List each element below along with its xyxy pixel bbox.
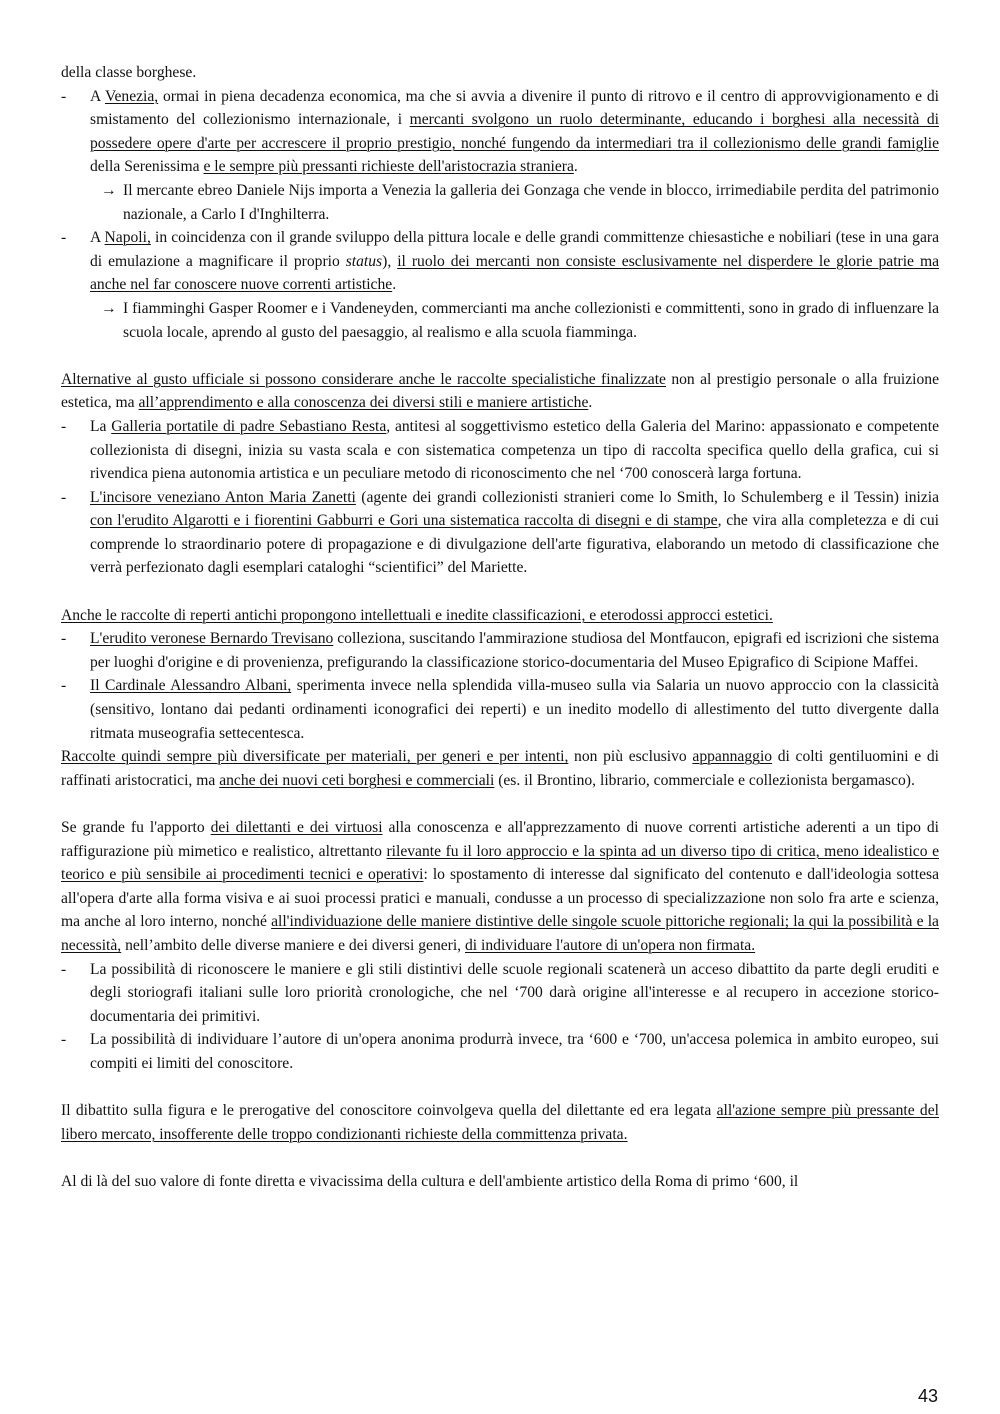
list-item: - Il Cardinale Alessandro Albani, sperimenta invece nella splendida villa-museo sulla via Salaria un nuovo approccio con la classicità (sensitivo, lontano dai pedanti ordinamenti iconografici dei reperti) e un inedito modello di allestimento del tutto divergente dalla ritmata museografia settecentesca.	[61, 674, 939, 745]
list-item: - A Napoli, in coincidenza con il grande sviluppo della pittura locale e delle grandi committenze chiesastiche e nobiliari (tese in una gara di emulazione a magnificare il proprio status), il ruolo dei mercanti non consiste esclusivamente nel disperdere le glorie patrie ma anche nel far conoscere nuove correnti artistiche.	[61, 226, 939, 297]
bullet-marker: -	[61, 960, 67, 978]
bullet-marker: -	[61, 229, 67, 247]
list-item: - L'incisore veneziano Anton Maria Zanetti (agente dei grandi collezionisti stranieri come lo Smith, lo Schulemberg e il Tessin) inizia con l'erudito Algarotti e i fiorentini Gabburri e Gori una sistematica raccolta di disegni e di stampe, che vira alla completezza e di cui comprende lo straordinario potere di propagazione e di divulgazione dell'arte figurativa, elaborando un metodo di classificazione che verrà perfezionato dagli esemplari cataloghi “scientifici” del Mariette.	[61, 486, 939, 580]
document-body	[61, 61, 939, 1194]
arrow-icon: →	[101, 299, 117, 317]
paragraph: Raccolte quindi sempre più diversificate per materiali, per generi e per intenti, non più esclusivo appannaggio di colti gentiluomini e di raffinati aristocratici, ma anche dei nuovi ceti borghesi e commerciali (es. il Brontino, librario, commerciale e collezionista bergamasco).	[61, 748, 939, 789]
bullet-marker: -	[61, 417, 67, 435]
bullet-marker: -	[61, 1031, 67, 1049]
bullet-marker: -	[61, 630, 67, 648]
paragraph: della classe borghese.	[61, 64, 197, 81]
paragraph: Anche le raccolte di reperti antichi propongono intellettuali e inedite classificazioni, e eterodossi approcci estetici.	[61, 606, 773, 624]
list-item: - L'erudito veronese Bernardo Trevisano colleziona, suscitando l'ammirazione studiosa del Montfaucon, epigrafi ed iscrizioni che sistema per luoghi d'origine e di provenienza, prefigurando la classificazione storico-documentaria del Museo Epigrafico di Scipione Maffei.	[61, 627, 939, 674]
list-item: - La possibilità di individuare l’autore di un'opera anonima produrrà invece, tra ‘600 e ‘700, un'accesa polemica in ambito europeo, sui compiti ei limiti del conoscitore.	[61, 1028, 939, 1075]
bullet-marker: -	[61, 488, 67, 506]
bullet-marker: -	[61, 87, 67, 105]
page-number: 43	[917, 1386, 938, 1406]
paragraph: Se grande fu l'apporto dei dilettanti e dei virtuosi alla conoscenza e all'apprezzamento di nuove correnti artistiche aderenti a un tipo di raffigurazione più mimetico e realistico, altrettanto rilevante fu il loro approccio e la spinta ad un diverso tipo di critica, meno idealistico e teorico e più sensibile ai procedimenti tecnici e operativi: lo spostamento di interesse dal significato del contenuto e dall'ideologia sottesa all'opera d'arte alla forma visiva e ai suoi processi pratici e manuali, condusse a un processo di specializzazione non solo fra arte e scienza, ma anche al loro interno, nonché all'individuazione delle maniere distintive delle singole scuole pittoriche regionali; la qui la possibilità e la necessità, nell’ambito delle diverse maniere e dei diversi generi, di individuare l'autore di un'opera non firmata.	[61, 819, 939, 954]
list-item: - A Venezia, ormai in piena decadenza economica, ma che si avvia a divenire il punto di ritrovo e il centro di approvvigionamento e di smistamento del collezionismo internazionale, i mercanti svolgono un ruolo determinante, educando i borghesi alla necessità di possedere opere d'arte per accrescere il proprio prestigio, nonché fungendo da intermediari tra il collezionismo delle grandi famiglie della Serenissima e le sempre più pressanti richieste dell'aristocrazia straniera.	[61, 85, 939, 179]
list-item: - La possibilità di riconoscere le maniere e gli stili distintivi delle scuole regionali scatenerà un acceso dibattito da parte degli eruditi e degli storiografi italiani sulle loro priorità cronologiche, che nel ‘700 darà origine all'interesse e al recupero in accezione storico-documentaria dei primitivi.	[61, 958, 939, 1029]
paragraph: Alternative al gusto ufficiale si possono considerare anche le raccolte specialistiche finalizzate non al prestigio personale o alla fruizione estetica, ma all’apprendimento e alla conoscenza dei diversi stili e maniere artistiche.	[61, 370, 939, 412]
paragraph: Al di là del suo valore di fonte diretta e vivacissima della cultura e dell'ambiente artistico della Roma di primo ‘600, il	[61, 1172, 799, 1190]
bullet-marker: -	[61, 677, 67, 695]
sub-list-item: → I fiamminghi Gasper Roomer e i Vandeneyden, commercianti ma anche collezionisti e committenti, sono in grado di influenzare la scuola locale, aprendo al gusto del paesaggio, al realismo e alla scuola fiamminga.	[61, 297, 939, 344]
sub-list-item: → Il mercante ebreo Daniele Nijs importa a Venezia la galleria dei Gonzaga che vende in blocco, irrimediabile perdita del patrimonio nazionale, a Carlo I d'Inghilterra.	[61, 179, 939, 226]
arrow-icon: →	[101, 181, 117, 199]
list-item: - La Galleria portatile di padre Sebastiano Resta, antitesi al soggettivismo estetico della Galeria del Marino: appassionato e competente collezionista di disegni, inizia su vasta scala e con sistematica competenza un tipo di raccolta specifica quello della grafica, cui si rivendica piena autonomia artistica e un peculiare metodo di riconoscimento che nel ‘700 conoscerà larga fortuna.	[61, 415, 939, 486]
paragraph: Il dibattito sulla figura e le prerogative del conoscitore coinvolgeva quella del dilettante ed era legata all'azione sempre più pressante del libero mercato, insofferente delle troppo condizionanti richieste della committenza privata.	[61, 1102, 939, 1143]
